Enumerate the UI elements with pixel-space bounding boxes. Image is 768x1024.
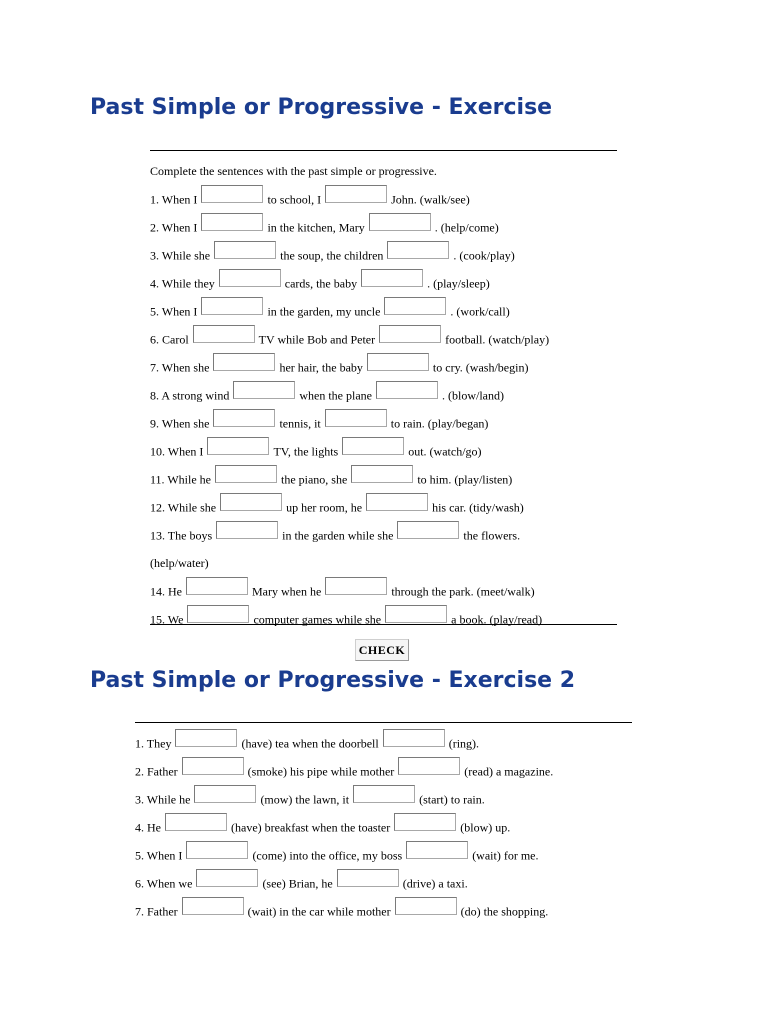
exercise1-bottom-rule [150,624,617,625]
ex2-item-7-blank-2[interactable] [395,897,457,915]
exercise2-form [135,729,553,925]
ex1-item-9-blank-1[interactable] [213,409,275,427]
ex2-item-7-prefix: 7. Father [135,904,178,919]
ex1-item-3-blank-1[interactable] [214,241,276,259]
ex1-item-5-blank-1[interactable] [201,297,263,315]
ex1-item-12 [150,493,549,521]
ex1-item-6-prefix: 6. Carol [150,332,189,347]
ex2-item-2-suffix: (read) a magazine. [464,764,554,779]
ex1-item-6-middle: TV while Bob and Peter [258,332,376,347]
ex2-item-5-middle: (come) into the office, my boss [252,848,403,863]
ex1-item-1 [150,185,549,213]
exercise1-top-rule [150,150,617,151]
ex1-item-15-blank-1[interactable] [187,605,249,623]
ex1-item-4-prefix: 4. While they [150,276,215,291]
ex1-item-2-blank-2[interactable] [369,213,431,231]
ex2-item-6-prefix: 6. When we [135,876,193,891]
check-button[interactable]: CHECK [355,639,409,661]
ex1-item-9-prefix: 9. When she [150,416,210,431]
ex1-item-8-middle: when the plane [299,388,372,403]
ex1-item-11 [150,465,549,493]
ex1-item-7-prefix: 7. When she [150,360,210,375]
ex1-item-11-blank-1[interactable] [215,465,277,483]
ex2-item-2-blank-2[interactable] [398,757,460,775]
ex1-item-9-suffix: to rain. (play/began) [390,416,489,431]
ex1-item-11-middle: the piano, she [280,472,348,487]
ex1-item-2-suffix: . (help/come) [434,220,499,235]
ex1-item-14-suffix: through the park. (meet/walk) [391,584,535,599]
ex1-item-1-middle: to school, I [267,192,322,207]
ex1-item-3-prefix: 3. While she [150,248,211,263]
ex1-item-13-prefix: 13. The boys [150,528,213,543]
ex2-item-2-prefix: 2. Father [135,764,178,779]
ex1-item-8-prefix: 8. A strong wind [150,388,230,403]
ex1-item-7-blank-1[interactable] [213,353,275,371]
ex1-item-15-blank-2[interactable] [385,605,447,623]
ex1-item-12-prefix: 12. While she [150,500,217,515]
ex2-item-7-middle: (wait) in the car while mother [247,904,391,919]
ex2-item-6 [135,869,553,897]
ex1-item-12-blank-2[interactable] [366,493,428,511]
ex1-item-7 [150,353,549,381]
ex1-item-14 [150,577,549,605]
ex1-item-4-blank-1[interactable] [219,269,281,287]
ex1-item-9 [150,409,549,437]
ex2-item-1 [135,729,553,757]
ex2-item-7-blank-1[interactable] [182,897,244,915]
ex2-item-2-blank-1[interactable] [182,757,244,775]
ex1-item-8-suffix: . (blow/land) [441,388,504,403]
ex1-item-6-blank-2[interactable] [379,325,441,343]
ex1-item-13-continuation: (help/water) [150,556,209,570]
ex2-item-4-suffix: (blow) up. [460,820,511,835]
ex1-item-7-blank-2[interactable] [367,353,429,371]
ex1-item-2-middle: in the kitchen, Mary [267,220,365,235]
ex1-item-4-middle: cards, the baby [284,276,358,291]
ex1-item-12-suffix: his car. (tidy/wash) [432,500,524,515]
ex1-item-8-blank-2[interactable] [376,381,438,399]
exercise1-title: Past Simple or Progressive - Exercise [90,95,553,120]
exercise1-form [150,157,549,633]
ex1-item-15-middle: computer games while she [253,612,382,627]
ex1-item-4-suffix: . (play/sleep) [427,276,490,291]
ex1-item-12-middle: up her room, he [286,500,363,515]
ex1-item-2-prefix: 2. When I [150,220,198,235]
ex1-item-6-suffix: football. (watch/play) [445,332,550,347]
ex1-item-11-prefix: 11. While he [150,472,211,487]
ex1-item-5-prefix: 5. When I [150,304,198,319]
ex1-item-15 [150,605,549,633]
ex1-item-10-prefix: 10. When I [150,444,204,459]
ex2-item-5-suffix: (wait) for me. [472,848,539,863]
ex1-item-2-blank-1[interactable] [201,213,263,231]
ex1-item-10 [150,437,549,465]
ex1-item-14-middle: Mary when he [252,584,322,599]
ex2-item-4-prefix: 4. He [135,820,161,835]
ex2-item-3-middle: (mow) the lawn, it [260,792,350,807]
ex2-item-4 [135,813,553,841]
ex1-item-1-blank-1[interactable] [201,185,263,203]
ex2-item-2-middle: (smoke) his pipe while mother [247,764,395,779]
ex1-item-14-blank-2[interactable] [325,577,387,595]
ex2-item-3-suffix: (start) to rain. [419,792,485,807]
ex1-item-10-blank-1[interactable] [207,437,269,455]
ex1-item-5-blank-2[interactable] [384,297,446,315]
ex1-item-11-blank-2[interactable] [351,465,413,483]
ex1-item-10-blank-2[interactable] [342,437,404,455]
ex1-item-10-suffix: out. (watch/go) [408,444,482,459]
ex1-item-13-blank-1[interactable] [216,521,278,539]
ex1-item-5-middle: in the garden, my uncle [267,304,381,319]
ex2-item-5 [135,841,553,869]
ex2-item-7 [135,897,553,925]
ex1-item-15-prefix: 15. We [150,612,184,627]
ex2-item-3-blank-2[interactable] [353,785,415,803]
ex2-item-7-suffix: (do) the shopping. [460,904,549,919]
ex2-item-1-blank-1[interactable] [175,729,237,747]
ex2-item-6-middle: (see) Brian, he [262,876,333,891]
ex1-item-5 [150,297,549,325]
ex2-item-1-suffix: (ring). [448,736,480,751]
ex2-item-3-prefix: 3. While he [135,792,191,807]
ex2-item-4-blank-1[interactable] [165,813,227,831]
ex1-item-3-suffix: . (cook/play) [453,248,515,263]
ex2-item-5-blank-1[interactable] [186,841,248,859]
ex1-item-8-blank-1[interactable] [233,381,295,399]
ex2-item-1-blank-2[interactable] [383,729,445,747]
ex2-item-1-middle: (have) tea when the doorbell [241,736,379,751]
ex2-item-2 [135,757,553,785]
ex1-item-11-suffix: to him. (play/listen) [417,472,513,487]
ex1-item-14-prefix: 14. He [150,584,182,599]
ex1-item-15-suffix: a book. (play/read) [451,612,543,627]
ex1-item-6-blank-1[interactable] [193,325,255,343]
ex1-item-7-middle: her hair, the baby [279,360,363,375]
ex1-item-3 [150,241,549,269]
ex1-item-8 [150,381,549,409]
ex1-item-12-blank-1[interactable] [220,493,282,511]
ex1-item-14-blank-1[interactable] [186,577,248,595]
ex1-item-10-middle: TV, the lights [273,444,339,459]
ex2-item-6-blank-1[interactable] [196,869,258,887]
exercise2-title: Past Simple or Progressive - Exercise 2 [90,668,576,693]
ex1-item-13-suffix: the flowers. [463,528,521,543]
ex2-item-3 [135,785,553,813]
ex1-item-3-middle: the soup, the children [280,248,384,263]
ex1-item-1-prefix: 1. When I [150,192,198,207]
ex1-item-2 [150,213,549,241]
ex1-item-13-blank-2[interactable] [397,521,459,539]
ex1-item-5-suffix: . (work/call) [450,304,510,319]
ex1-item-13-middle: in the garden while she [282,528,394,543]
ex1-item-13 [150,521,549,549]
ex2-item-1-prefix: 1. They [135,736,172,751]
exercise1-instructions: Complete the sentences with the past simple or progressive. [150,164,437,178]
exercise2-top-rule [135,722,632,723]
ex2-item-5-blank-2[interactable] [406,841,468,859]
ex1-item-6 [150,325,549,353]
ex2-item-6-blank-2[interactable] [337,869,399,887]
ex1-item-7-suffix: to cry. (wash/begin) [432,360,529,375]
ex2-item-3-blank-1[interactable] [194,785,256,803]
ex1-item-4 [150,269,549,297]
ex1-item-4-blank-2[interactable] [361,269,423,287]
ex2-item-5-prefix: 5. When I [135,848,183,863]
ex2-item-4-blank-2[interactable] [394,813,456,831]
ex1-item-9-middle: tennis, it [279,416,321,431]
ex1-item-1-blank-2[interactable] [325,185,387,203]
ex1-item-9-blank-2[interactable] [325,409,387,427]
ex2-item-6-suffix: (drive) a taxi. [402,876,468,891]
ex2-item-4-middle: (have) breakfast when the toaster [231,820,391,835]
ex1-item-1-suffix: John. (walk/see) [391,192,470,207]
ex1-item-3-blank-2[interactable] [387,241,449,259]
